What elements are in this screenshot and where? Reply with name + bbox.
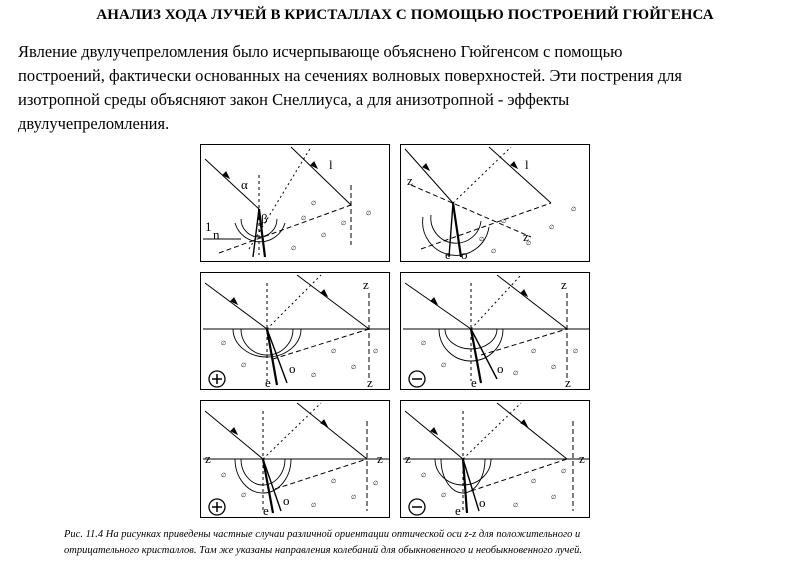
z-bottom-label: z — [523, 229, 529, 244]
svg-text:∅: ∅ — [531, 479, 537, 485]
svg-text:∅: ∅ — [351, 365, 357, 371]
svg-text:∅: ∅ — [221, 473, 227, 479]
svg-text:∅: ∅ — [421, 341, 427, 347]
panel-isotropic-diagram — [201, 145, 389, 261]
panel-positive-vertical-axis — [200, 272, 390, 390]
svg-text:∅: ∅ — [341, 221, 347, 227]
figure-caption — [64, 527, 794, 559]
svg-text:∅: ∅ — [501, 219, 507, 225]
z-top-label: z — [407, 173, 413, 188]
svg-text:∅: ∅ — [513, 503, 519, 509]
svg-text:∅: ∅ — [491, 249, 497, 255]
paragraph-line: построений, фактически основанных на сечениях волновых поверхностей. Эти пострения для — [18, 66, 682, 85]
z-bottom-label: z — [367, 375, 373, 389]
panel-positive-horizontal-axis — [200, 400, 390, 518]
svg-text:∅: ∅ — [421, 473, 427, 479]
z-right-label: z — [377, 451, 383, 466]
e-ray-label: e — [265, 375, 271, 389]
z-right-label: z — [579, 451, 585, 466]
panel-negative-horizontal-axis-diagram — [401, 401, 589, 517]
n-sub-label: n — [213, 227, 220, 242]
z-bottom-label: z — [565, 375, 571, 389]
o-ray-label: o — [289, 361, 296, 376]
svg-text:∅: ∅ — [441, 493, 447, 499]
paragraph-line: двулучепреломления. — [18, 114, 170, 133]
panel-positive-vertical-axis-diagram — [201, 273, 389, 389]
e-ray-label: e — [445, 247, 451, 261]
paragraph-line: Явление двулучепреломления было исчерпывающе объяснено Гюйгенсом с помощью — [18, 42, 623, 61]
huygens-figure — [200, 144, 590, 524]
panel-negative-vertical-axis — [400, 272, 590, 390]
z-left-label: z — [405, 451, 411, 466]
svg-text:∅: ∅ — [373, 481, 379, 487]
svg-text:∅: ∅ — [441, 363, 447, 369]
svg-text:∅: ∅ — [311, 201, 317, 207]
o-ray-label: o — [461, 247, 468, 261]
caption-line: отрицательного кристаллов. Там же указаны направления колебаний для обыкновенного и необыкновенного лучей. — [64, 545, 582, 556]
svg-text:∅: ∅ — [551, 495, 557, 501]
alpha-label: α — [241, 177, 248, 192]
z-top-label: z — [561, 277, 567, 292]
svg-text:∅: ∅ — [571, 207, 577, 213]
caption-line: Рис. 11.4 На рисунках приведены частные случаи различной ориентации оптической оси z-z для положительного и — [64, 529, 581, 540]
o-ray-label: o — [497, 361, 504, 376]
e-ray-label: e — [455, 503, 461, 517]
o-ray-label: o — [283, 493, 290, 508]
e-ray-label: e — [263, 503, 269, 517]
svg-text:∅: ∅ — [301, 216, 307, 222]
svg-text:∅: ∅ — [479, 237, 485, 243]
panel-isotropic — [200, 144, 390, 262]
svg-text:∅: ∅ — [311, 373, 317, 379]
svg-text:∅: ∅ — [573, 349, 579, 355]
z-left-label: z — [205, 451, 211, 466]
svg-text:∅: ∅ — [241, 363, 247, 369]
ray-label: l — [329, 157, 333, 172]
svg-text:∅: ∅ — [241, 493, 247, 499]
panel-inclined-axis — [400, 144, 590, 262]
intro-paragraph — [18, 40, 808, 136]
svg-text:∅: ∅ — [531, 349, 537, 355]
panel-negative-horizontal-axis — [400, 400, 590, 518]
svg-text:∅: ∅ — [331, 479, 337, 485]
beta-label: β — [261, 211, 268, 226]
paragraph-line: изотропной среды объясняют закон Снеллиуса, а для анизотропной - эффекты — [18, 90, 570, 109]
z-top-label: z — [363, 277, 369, 292]
svg-text:∅: ∅ — [351, 495, 357, 501]
svg-text:∅: ∅ — [291, 246, 297, 252]
panel-positive-horizontal-axis-diagram — [201, 401, 389, 517]
panel-negative-vertical-axis-diagram — [401, 273, 589, 389]
svg-text:∅: ∅ — [561, 469, 567, 475]
page-title: АНАЛИЗ ХОДА ЛУЧЕЙ В КРИСТАЛЛАХ С ПОМОЩЬЮ ПОСТРОЕНИЙ ГЮЙГЕНСА — [96, 7, 714, 23]
e-ray-label: e — [471, 375, 477, 389]
panel-inclined-axis-diagram — [401, 145, 589, 261]
o-ray-label: o — [479, 495, 486, 510]
svg-text:∅: ∅ — [366, 211, 372, 217]
svg-text:∅: ∅ — [221, 341, 227, 347]
ray-label: l — [525, 157, 529, 172]
svg-text:∅: ∅ — [526, 241, 532, 247]
svg-text:∅: ∅ — [551, 365, 557, 371]
svg-text:∅: ∅ — [321, 233, 327, 239]
svg-text:∅: ∅ — [311, 503, 317, 509]
svg-text:∅: ∅ — [373, 349, 379, 355]
svg-text:∅: ∅ — [331, 349, 337, 355]
svg-text:∅: ∅ — [513, 371, 519, 377]
svg-text:∅: ∅ — [549, 225, 555, 231]
n-label: 1 — [205, 219, 212, 234]
